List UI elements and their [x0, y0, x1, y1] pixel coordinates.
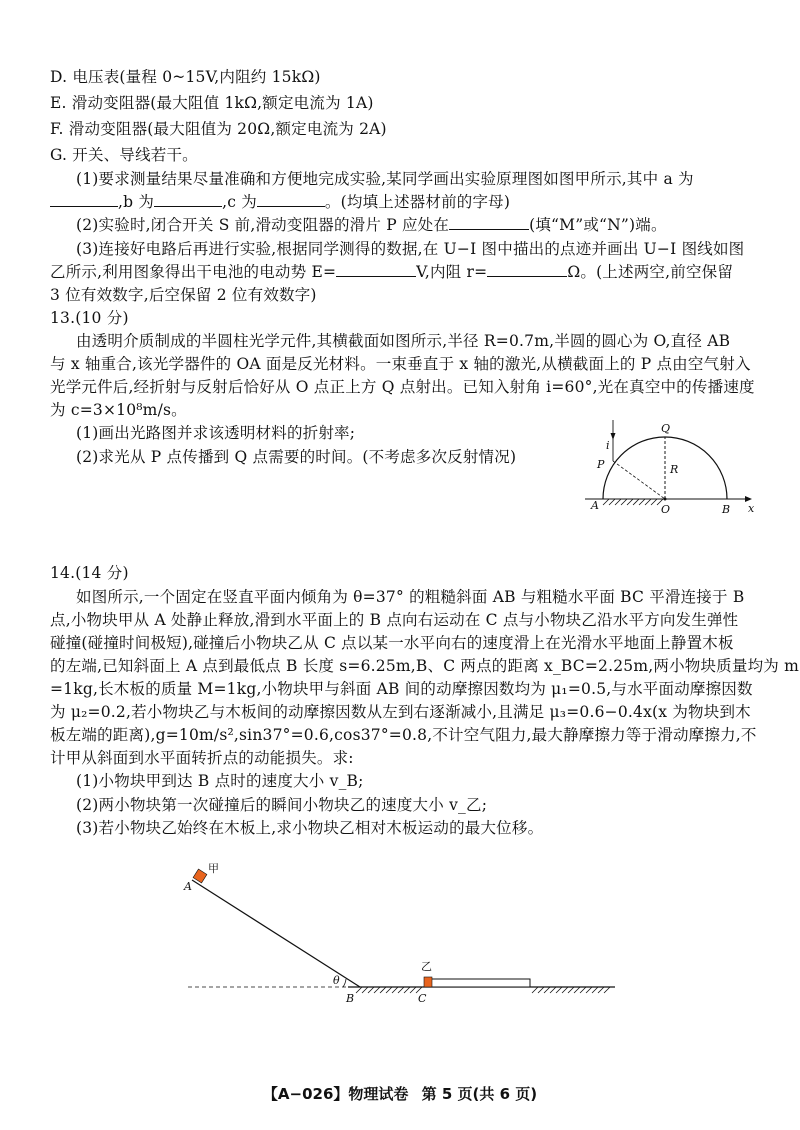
q12-part3-line1: (3)连接好电路后再进行实验,根据同学测得的数据,在 U−I 图中描出的点迹并画出 U−I 图线如图: [76, 240, 745, 258]
q14-text-line4: 的左端,已知斜面上 A 点到最低点 B 长度 s=6.25m,B、C 两点的距离 x_BC=2.25m,两小物块质量均为 m: [50, 657, 800, 675]
label-i: i: [606, 439, 610, 452]
q14-text-line8: 计甲从斜面到水平面转折点的动能损失。求:: [50, 749, 354, 767]
block-yi: [424, 977, 432, 987]
refracted-ray: [613, 461, 665, 499]
page-footer: [0, 1083, 800, 1104]
q13-semicircle-figure: [585, 415, 760, 515]
label-O: O: [661, 503, 671, 515]
q13-text-line3: 光学元件后,经折射与反射后恰好从 O 点正上方 Q 点射出。已知入射角 i=60°,光在真空中的传播速度: [50, 378, 755, 396]
answer-blank-a[interactable]: [50, 192, 118, 207]
q14-sub1: (1)小物块甲到达 B 点时的速度大小 v_B;: [76, 772, 364, 790]
option-e: E. 滑动变阻器(最大阻值 1kΩ,额定电流为 1A): [50, 94, 374, 112]
q12-part2: (2)实验时,闭合开关 S 前,滑动变阻器的滑片 P 应处在 (填“M”或“N”)端。: [76, 216, 667, 234]
q14-text-line3: 碰撞(碰撞时间极短),碰撞后小物块乙从 C 点以某一水平向右的速度滑上在光滑水平地面上静置木板: [50, 634, 734, 652]
q14-text-line2: 点,小物块甲从 A 处静止释放,滑到水平面上的 B 点向右运动在 C 点与小物块乙沿水平方向发生弹性: [50, 611, 739, 629]
q12-part1-line2: ,b 为 ,c 为 。(均填上述器材前的字母): [50, 191, 510, 213]
q12-part3-line2: 乙所示,利用图象得出干电池的电动势 E= V,内阻 r= Ω。(上述两空,前空保留: [50, 263, 734, 281]
option-g: G. 开关、导线若干。: [50, 146, 198, 164]
q14-text-line6: 为 μ₂=0.2,若小物块乙与木板间的动摩擦因数从左到右逐渐减小,且满足 μ₃=0.6−0.4x(x 为物块到木: [50, 703, 751, 721]
answer-blank-emf[interactable]: [336, 262, 416, 277]
long-plank: [428, 979, 530, 987]
q14-text-line5: =1kg,长木板的质量 M=1kg,小物块甲与斜面 AB 间的动摩擦因数均为 μ₁=0.5,与水平面动摩擦因数: [50, 680, 753, 698]
label-x: x: [748, 502, 755, 515]
answer-blank-c[interactable]: [257, 192, 325, 207]
q14-incline-figure: [170, 860, 630, 1010]
q14-header: 14.(14 分): [50, 564, 129, 582]
ground-hatch: [356, 987, 610, 993]
label-A: A: [591, 499, 599, 512]
q12-part3-line3: 3 位有效数字,后空保留 2 位有效数字): [50, 286, 317, 304]
label-C: C: [418, 992, 427, 1005]
answer-blank-resistance[interactable]: [487, 262, 567, 277]
q13-text-line1: 由透明介质制成的半圆柱光学元件,其横截面如图所示,半径 R=0.7m,半圆的圆心为 O,直径 AB: [76, 332, 731, 350]
angle-arc: [343, 979, 346, 987]
q14-sub2: (2)两小物块第一次碰撞后的瞬间小物块乙的速度大小 v_乙;: [76, 796, 488, 814]
q14-text-line1: 如图所示,一个固定在竖直平面内倾角为 θ=37° 的粗糙斜面 AB 与粗糙水平面 BC 平滑连接于 B: [76, 588, 745, 606]
label-yi: 乙: [421, 960, 432, 973]
label-B: B: [722, 503, 731, 515]
option-d: D. 电压表(量程 0~15V,内阻约 15kΩ): [50, 68, 321, 86]
label-P: P: [597, 458, 605, 471]
ray-arrow-icon: [611, 433, 616, 440]
block-jia: [193, 869, 207, 883]
label-Q: Q: [661, 422, 671, 435]
label-jia: 甲: [208, 862, 219, 875]
q14-sub3: (3)若小物块乙始终在木板上,求小物块乙相对木板运动的最大位移。: [76, 819, 544, 837]
label-B: B: [346, 992, 355, 1005]
label-A: A: [184, 880, 192, 893]
point-O: [664, 498, 667, 501]
answer-blank-slider-end[interactable]: [449, 215, 529, 230]
label-theta: θ: [333, 974, 340, 987]
page-number: 第 5 页(共 6 页): [421, 1085, 538, 1103]
q12-part1-line1: (1)要求测量结果尽量准确和方便地完成实验,某同学画出实验原理图如图甲所示,其中 a 为: [76, 170, 694, 188]
label-R: R: [670, 463, 679, 476]
q13-text-line2: 与 x 轴重合,该光学器件的 OA 面是反光材料。一束垂直于 x 轴的激光,从横截面上的 P 点由空气射入: [50, 355, 751, 373]
q13-sub1: (1)画出光路图并求该透明材料的折射率;: [76, 424, 356, 442]
answer-blank-b[interactable]: [154, 192, 222, 207]
q14-text-line7: 板左端的距离),g=10m/s²,sin37°=0.6,cos37°=0.8,不计空气阻力,最大静摩擦力等于滑动摩擦力,不: [50, 726, 757, 744]
q13-header: 13.(10 分): [50, 309, 129, 327]
reflective-surface-hatch: [603, 499, 663, 505]
q13-sub2: (2)求光从 P 点传播到 Q 点需要的时间。(不考虑多次反射情况): [76, 448, 517, 466]
exam-code: 【A−026】物理试卷: [262, 1085, 409, 1103]
q13-text-line4: 为 c=3×10⁸m/s。: [50, 401, 187, 419]
incline-surface: [192, 880, 360, 987]
option-f: F. 滑动变阻器(最大阻值为 20Ω,额定电流为 2A): [50, 120, 387, 138]
